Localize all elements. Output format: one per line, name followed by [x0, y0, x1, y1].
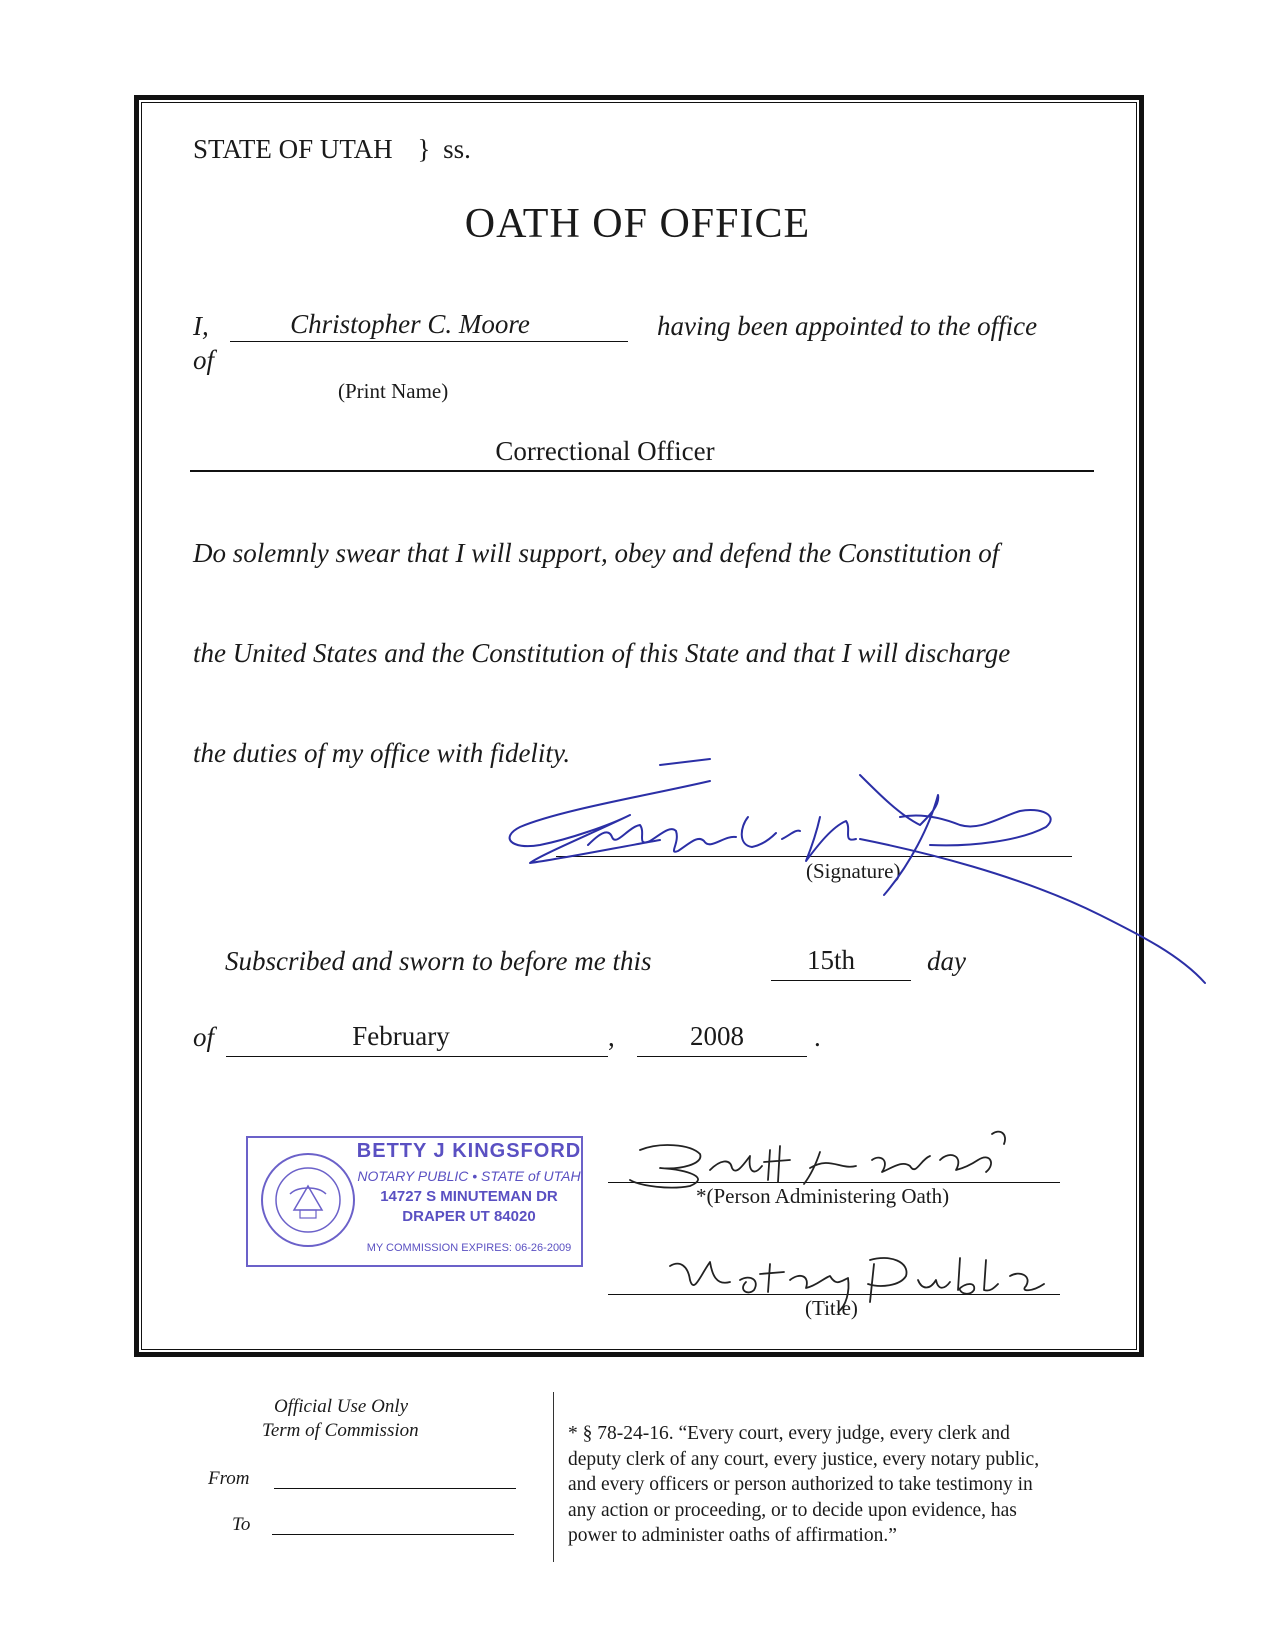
state-seal-icon: [258, 1150, 358, 1250]
term-of-commission-heading: Term of Commission: [262, 1420, 419, 1441]
day-value: 15th: [806, 945, 855, 975]
administering-caption: *(Person Administering Oath): [696, 1184, 950, 1208]
footnote-line-3: and every officers or person authorized to take testimony in: [568, 1474, 1033, 1495]
notary-signature: [620, 1120, 1040, 1200]
from-line: [274, 1470, 516, 1489]
sworn-lead: Subscribed and sworn to before me this: [225, 946, 652, 976]
signature-caption: (Signature): [806, 859, 901, 883]
office-value: Correctional Officer: [495, 436, 715, 466]
state-label: STATE OF UTAH: [193, 134, 393, 164]
stamp-name: BETTY J KINGSFORD: [356, 1140, 582, 1162]
notary-stamp: [246, 1136, 583, 1267]
footnote-line-1: * § 78-24-16. “Every court, every judge, every clerk and: [568, 1423, 1010, 1444]
print-name-value: Christopher C. Moore: [290, 309, 530, 339]
appointment-prefix: I,: [193, 311, 209, 341]
month-comma: ,: [608, 1022, 615, 1052]
title-caption: (Title): [805, 1296, 858, 1320]
print-name-caption: (Print Name): [338, 379, 449, 403]
oath-line-1: Do solemnly swear that I will support, obey and defend the Constitution of: [193, 538, 1000, 568]
footnote-line-2: deputy clerk of any court, every justice, every notary public,: [568, 1448, 1040, 1470]
month-of: of: [193, 1022, 215, 1052]
statute-footnote: [568, 1421, 1039, 1549]
from-label: From: [208, 1468, 250, 1489]
year-value: 2008: [690, 1021, 744, 1051]
oath-line-3: the duties of my office with fidelity.: [193, 738, 571, 768]
stamp-line4: DRAPER UT 84020: [402, 1208, 536, 1225]
month-value: February: [352, 1021, 450, 1051]
venue-ss: ss.: [443, 134, 471, 164]
oath-line-2: the United States and the Constitution of this State and that I will discharge: [193, 638, 1011, 668]
document-title: OATH OF OFFICE: [464, 201, 811, 247]
appointment-middle: having been appointed to the office: [657, 311, 1038, 341]
day-word: day: [927, 946, 966, 976]
stamp-line3: 14727 S MINUTEMAN DR: [380, 1188, 558, 1205]
footnote-line-4: any action or proceeding, or to decide upon evidence, has: [568, 1499, 1017, 1521]
to-line: [272, 1516, 514, 1535]
venue-brace: }: [417, 134, 431, 164]
footnote-line-5: power to administer oaths of affirmation.”: [568, 1525, 897, 1546]
notary-title-handwritten: [660, 1246, 1060, 1316]
official-use-heading: Official Use Only: [274, 1396, 409, 1417]
stamp-line5: MY COMMISSION EXPIRES: 06-26-2009: [366, 1242, 572, 1254]
stamp-line2: NOTARY PUBLIC • STATE of UTAH: [357, 1168, 581, 1184]
to-label: To: [232, 1514, 251, 1535]
sworn-period: .: [814, 1022, 821, 1052]
venue-line: [193, 134, 471, 165]
footer-divider: [553, 1392, 554, 1562]
appointment-of: of: [193, 345, 215, 375]
